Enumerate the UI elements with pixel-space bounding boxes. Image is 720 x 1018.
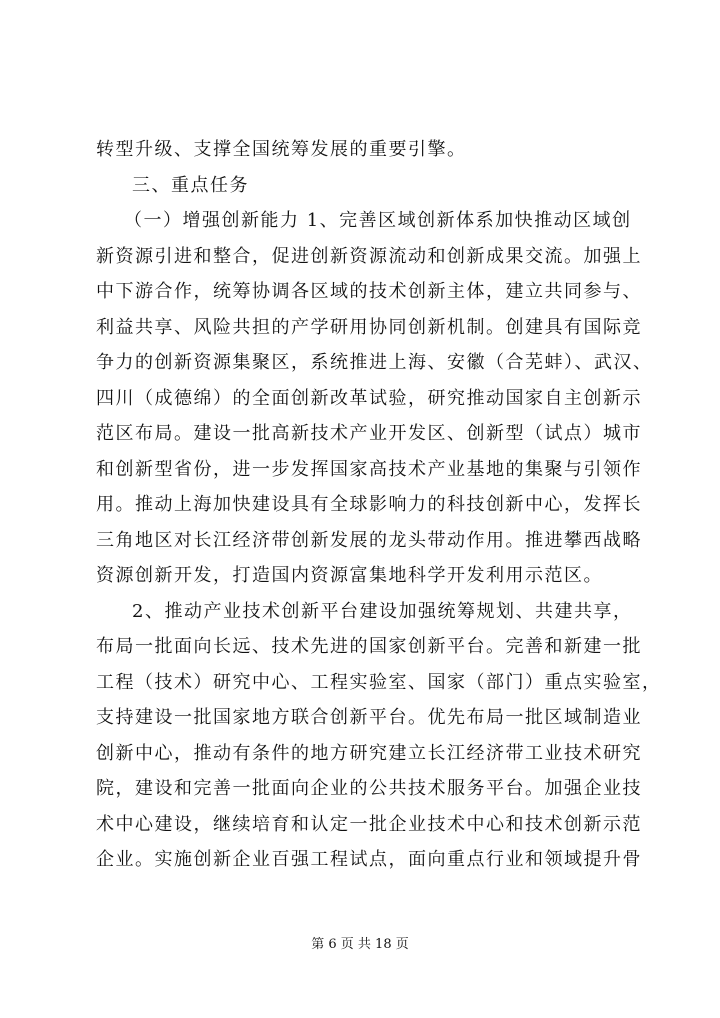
- text-line: 和创新型省份，进一步发挥国家高技术产业基地的集聚与引领作: [96, 458, 642, 480]
- section-heading: 三、重点任务: [132, 174, 249, 196]
- body-text: [96, 132, 662, 878]
- text-line: 争力的创新资源集聚区，系统推进上海、安徽（合芜蚌）、武汉、: [96, 352, 653, 373]
- text-line: 新资源引进和整合，促进创新资源流动和创新成果交流。加强上: [96, 245, 642, 267]
- text-line: 院，建设和完善一批面向企业的公共技术服务平台。加强企业技: [96, 778, 642, 799]
- page-number: 第 6 页 共 18 页: [311, 937, 409, 952]
- text-line: 范区布局。建设一批高新技术产业开发区、创新型（试点）城市: [96, 423, 642, 444]
- text-line: 企业。实施创新企业百强工程试点，面向重点行业和领域提升骨: [96, 849, 642, 870]
- paragraph-start-line: 2、推动产业技术创新平台建设加强统筹规划、共建共享，: [132, 600, 633, 622]
- text-line: 用。推动上海加快建设具有全球影响力的科技创新中心，发挥长: [96, 494, 642, 515]
- text-line: 工程（技术）研究中心、工程实验室、国家（部门）重点实验室，: [96, 671, 662, 693]
- text-line: 资源创新开发，打造国内资源富集地科学开发利用示范区。: [96, 565, 603, 586]
- text-line: 利益共享、风险共担的产学研用协同创新机制。创建具有国际竞: [96, 316, 642, 338]
- text-line: 支持建设一批国家地方联合创新平台。优先布局一批区域制造业: [96, 707, 642, 728]
- text-line: 转型升级、支撑全国统筹发展的重要引擎。: [96, 139, 467, 160]
- text-line: 四川（成德绵）的全面创新改革试验，研究推动国家自主创新示: [96, 387, 642, 409]
- text-line: 布局一批面向长远、技术先进的国家创新平台。完善和新建一批: [96, 636, 642, 657]
- text-line: 中下游合作，统筹协调各区域的技术创新主体，建立共同参与、: [96, 281, 642, 302]
- subsection-heading-line: （一）增强创新能力 1、完善区域创新体系加快推动区域创: [124, 210, 632, 231]
- text-line: 创新中心，推动有条件的地方研究建立长江经济带工业技术研究: [96, 742, 642, 764]
- text-line: 术中心建设，继续培育和认定一批企业技术中心和技术创新示范: [96, 813, 642, 835]
- text-line: 三角地区对长江经济带创新发展的龙头带动作用。推进攀西战略: [96, 529, 642, 551]
